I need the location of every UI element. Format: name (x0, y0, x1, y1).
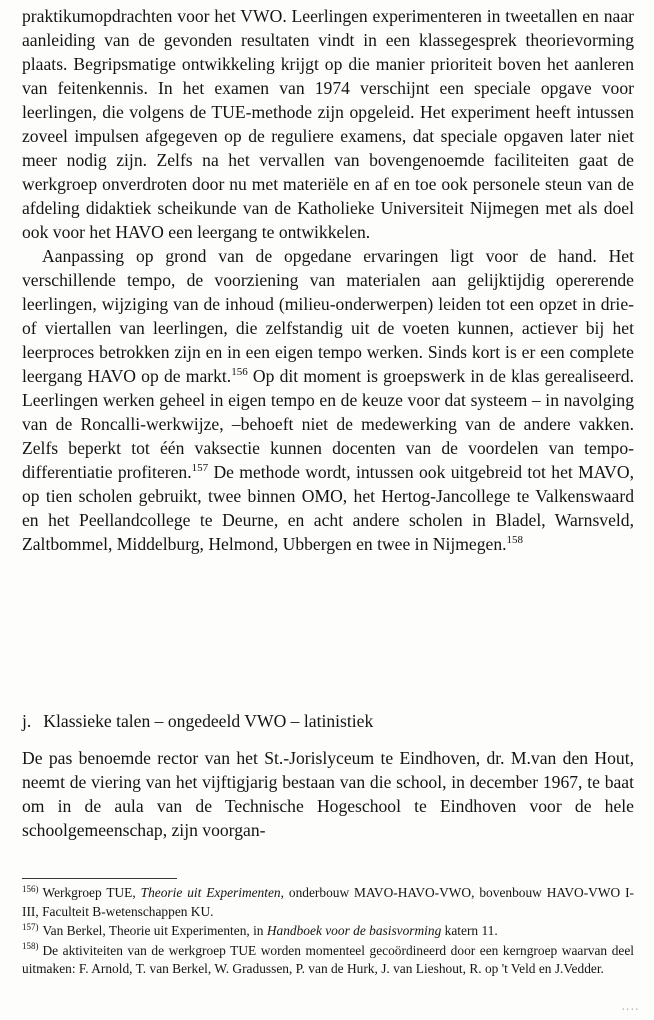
footnote-lead: Werkgroep TUE, (42, 885, 141, 900)
footnote-rest: , onderbouw MAVO-HAVO-VWO, bovenbouw HAVO-VWO I-III, Faculteit B-wetenschappen KU. (22, 885, 634, 919)
footnote-number: 156) (22, 883, 39, 894)
footnote-157 (22, 922, 634, 941)
scan-specks: ⋅⋅⋅⋅ (621, 1005, 640, 1014)
footnote-title: Handboek voor de basisvorming (266, 923, 442, 938)
paragraph-2 (22, 244, 634, 556)
footnote-title: Theorie uit Experimenten (140, 885, 281, 900)
section-body (22, 746, 634, 842)
paragraph-2-part-1: Aanpassing op grond van de opgedane ervaringen ligt voor de hand. Het verschillende tempo, de voorziening van materialen aan gelijktijdig opererende leerlingen, wijziging van de inhoud (milieu-onderwerpen) leiden tot een opzet in drie- of viertallen van leerlingen, die zelfstandig uit de voeten kunnen, actiever bij het leerproces betrokken zijn en in een eigen tempo werken. Sinds kort is er een complete leergang HAVO op de markt. (22, 246, 634, 386)
section-title: Klassieke talen – ongedeeld VWO – latinistiek (43, 711, 374, 731)
footnote-156 (22, 884, 634, 921)
footnote-number: 157) (22, 921, 39, 932)
footnote-ref-158: 158 (506, 534, 524, 547)
footnote-ref-157: 157 (191, 462, 209, 475)
footnote-158 (22, 942, 634, 979)
paragraph-3: De pas benoemde rector van het St.-Jorislyceum te Eindhoven, dr. M.van den Hout, neemt de viering van het vijftigjarig bestaan van die school, in december 1967, te baat om in de aula van de Technische Hogeschool te Eindhoven voor de hele schoolgemeenschap, zijn voorgan- (22, 748, 634, 840)
paragraph-2-part-3: De methode wordt, intussen ook uitgebreid tot het MAVO, op tien scholen gebruikt, twee binnen OMO, het Hertog-Jancollege te Valkenswaard en het Peellandcollege te Deurne, en acht andere scholen in Bladel, Warnsveld, Zaltbommel, Middelburg, Helmond, Ubbergen en twee in Nijmegen. (22, 462, 634, 554)
footnote-divider (22, 878, 177, 879)
footnotes (22, 884, 634, 980)
footnote-ref-156: 156 (231, 366, 248, 379)
section-heading (22, 709, 373, 733)
footnote-lead: De aktiviteiten van de werkgroep TUE worden momenteel gecoördineerd door een kerngroep waarvan deel uitmaken: F. Arnold, T. van Berkel, W. Gradussen, P. van de Hurk, J. van Lieshout, R. op 't Veld en J.Vedder. (22, 942, 634, 976)
body-text-block (22, 4, 634, 556)
footnote-lead: Van Berkel, Theorie uit Experimenten, in (42, 923, 267, 938)
footnote-rest: katern 11. (441, 923, 498, 938)
footnote-number: 158) (22, 941, 39, 952)
paragraph-2-part-2: Op dit moment is groepswerk in de klas gerealiseerd. Leerlingen werken geheel in eigen tempo en de keuze voor dat systeem – in navolging van de Roncalli-werkwijze, –behoeft niet de medewerking van de andere vakken. Zelfs beperkt tot één vaksectie kunnen docenten van de voordelen van tempo-differentiatie profiteren. (22, 366, 634, 482)
section-letter: j. (22, 711, 32, 731)
paragraph-1: praktikumopdrachten voor het VWO. Leerlingen experimenteren in tweetallen en naar aanleiding van de gevonden resultaten vindt in een klassegesprek theorievorming plaats. Begripsmatige ontwikkeling krijgt op die manier prioriteit boven het aanleren van feitenkennis. In het examen van 1974 verschijnt een speciale opgave voor leerlingen, die volgens de TUE-methode zijn opgeleid. Het experiment heeft intussen zoveel impulsen afgegeven op de reguliere examens, dat speciale opgaven later niet meer nodig zijn. Zelfs na het vervallen van bovengenoemde faciliteiten gaat de werkgroep onverdroten door nu met materiële en af en toe ook personele steun van de afdeling didaktiek scheikunde van de Katholieke Universiteit Nijmegen met als doel ook voor het HAVO een leergang te ontwikkelen. (22, 6, 634, 242)
